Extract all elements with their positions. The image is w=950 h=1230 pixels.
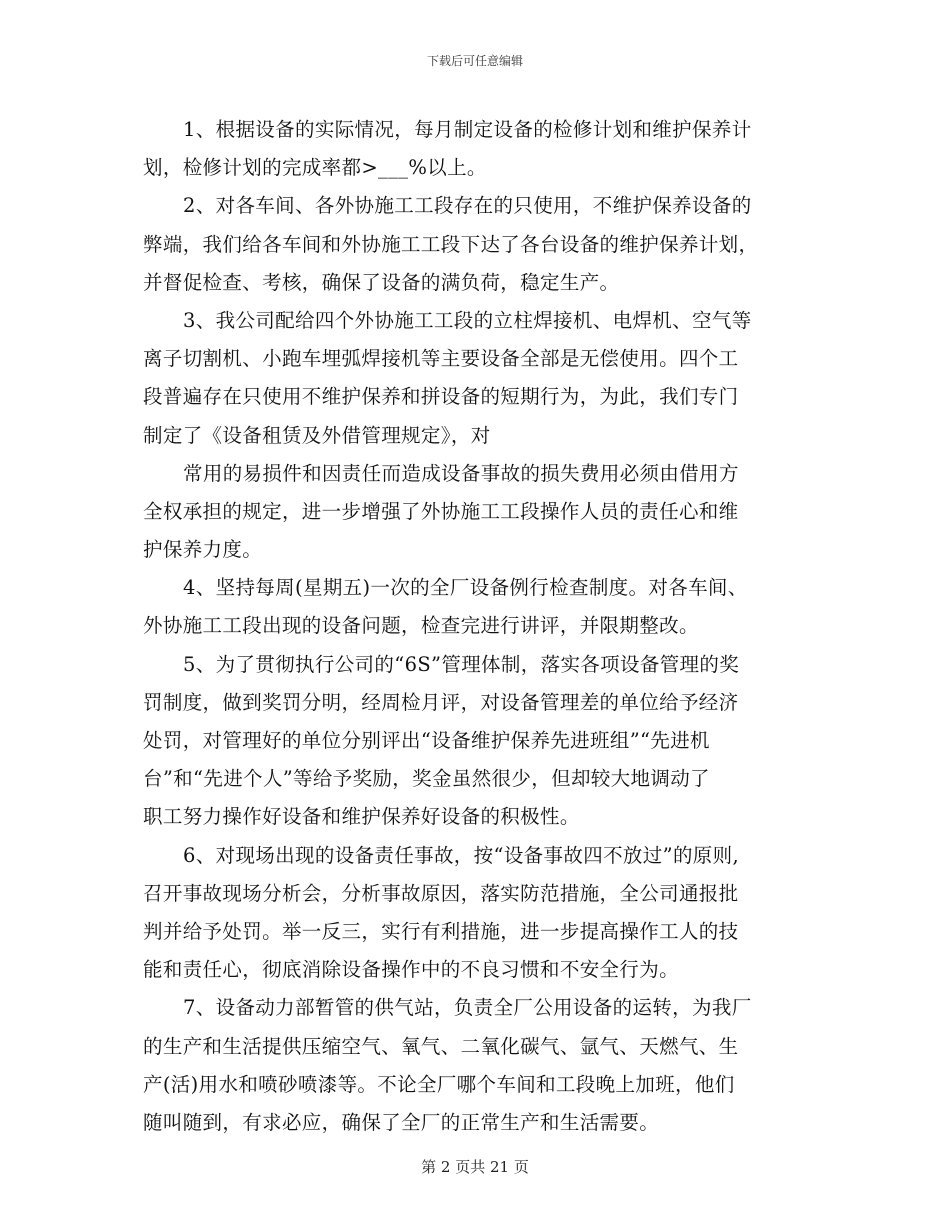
text-line: 1、根据设备的实际情况，每月制定设备的检修计划和维护保养计: [183, 118, 752, 141]
text-line: 2、对各车间、各外协施工工段存在的只使用，不维护保养设备的: [183, 194, 752, 218]
page-footer: 第 2 页共 21 页: [421, 1158, 529, 1176]
text-line: 制定了《设备租赁及外借管理规定》，对: [143, 423, 491, 447]
document-body: [143, 111, 819, 1142]
text-line: 判并给予处罚。举一反三，实行有利措施，进一步提高操作工人的技: [143, 919, 739, 943]
text-line: 常用的易损件和因责任而造成设备事故的损失费用必须由借用方: [183, 461, 739, 485]
text-line: 离子切割机、小跑车埋弧焊接机等主要设备全部是无偿使用。四个工: [143, 347, 739, 371]
page-header: 下载后可任意编辑: [426, 54, 523, 68]
text-line: 召开事故现场分析会，分析事故原因，落实防范措施，全公司通报批: [143, 881, 739, 905]
text-line: 外协施工工段出现的设备问题，检查完进行讲评，并限期整改。: [143, 614, 699, 638]
text-line: 全权承担的规定，进一步增强了外协施工工段操作人员的责任心和维: [143, 499, 739, 523]
text-line: 罚制度，做到奖罚分明，经周检月评，对设备管理差的单位给予经济: [143, 690, 739, 714]
text-line: 产(活)用水和喷砂喷漆等。不论全厂哪个车间和工段晚上加班，他们: [143, 1072, 735, 1096]
text-line: 的生产和生活提供压缩空气、氧气、二氧化碳气、氩气、天燃气、生: [143, 1034, 739, 1058]
text-line: 并督促检查、考核，确保了设备的满负荷，稳定生产。: [143, 270, 620, 294]
text-line: 6、对现场出现的设备责任事故，按“设备事故四不放过”的原则,: [183, 843, 740, 867]
text-line: 职工努力操作好设备和维护保养好设备的积极性。: [143, 805, 580, 829]
text-line: 台”和“先进个人”等给予奖励，奖金虽然很少，但却较大地调动了: [143, 767, 710, 791]
text-line: 能和责任心，彻底消除设备操作中的不良习惯和不安全行为。: [143, 958, 679, 982]
text-line: 随叫随到，有求必应，确保了全厂的正常生产和生活需要。: [143, 1110, 660, 1134]
text-line: 4、坚持每周(星期五)一次的全厂设备例行检查制度。对各车间、: [183, 576, 748, 600]
text-line: 处罚，对管理好的单位分别评出“设备维护保养先进班组”“先进机: [143, 729, 710, 752]
text-line: 7、设备动力部暂管的供气站，负责全厂公用设备的运转，为我厂: [183, 996, 752, 1020]
text-line: 3、我公司配给四个外协施工工段的立柱焊接机、电焊机、空气等: [183, 308, 752, 332]
text-line: 划，检修计划的完成率都>___%以上。: [143, 156, 487, 180]
text-line: 5、为了贯彻执行公司的“6S”管理体制，落实各项设备管理的奖: [183, 652, 740, 676]
text-line: 护保养力度。: [143, 538, 263, 562]
text-line: 段普遍存在只使用不维护保养和拼设备的短期行为，为此，我们专门: [143, 385, 739, 409]
text-line: 弊端，我们给各车间和外协施工工段下达了各台设备的维护保养计划，: [143, 232, 759, 256]
